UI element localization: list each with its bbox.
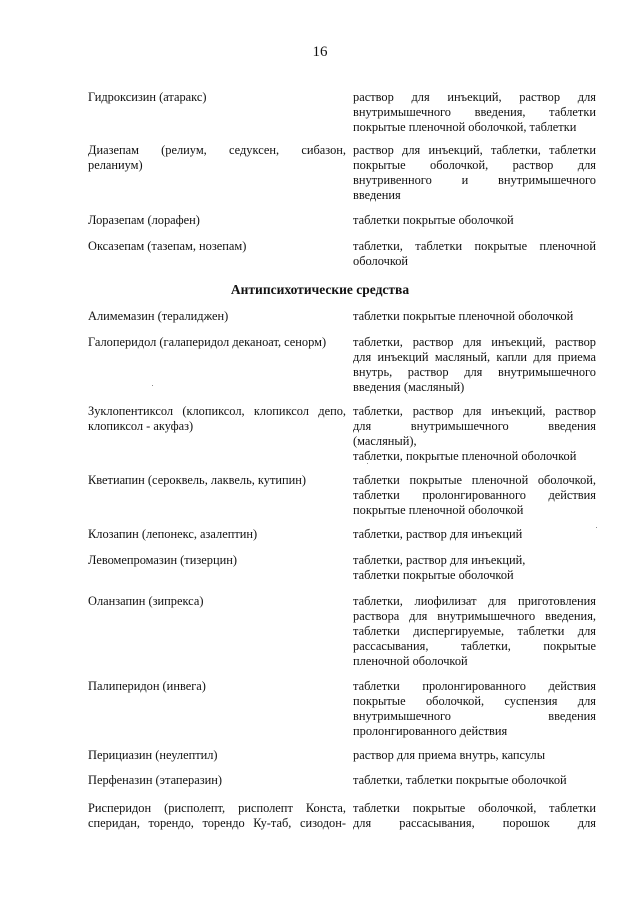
- dosage-form-line: раствор для приема внутрь, капсулы: [353, 748, 546, 762]
- dosage-form: [353, 773, 596, 788]
- dosage-form-line: таблетки, раствор для инъекций, раствор: [353, 404, 596, 418]
- drug-name: Рисперидон (рисполепт, рисполепт Конста, сперидан, торендо, торендо Ку-таб, сизодон-: [88, 801, 346, 830]
- dosage-form-line: таблетки покрытые пленочной оболочкой,: [353, 473, 596, 487]
- drug-name: Алимемазин (тералиджен): [88, 309, 229, 323]
- dosage-form-line: таблетки, раствор для инъекций: [353, 527, 523, 541]
- page-number: 16: [312, 44, 328, 60]
- drug-name: Лоразепам (лорафен): [88, 213, 200, 227]
- dosage-form: [353, 404, 596, 464]
- scan-speck: [367, 463, 368, 464]
- section-heading: Антипсихотические средства: [230, 282, 410, 297]
- dosage-form-line: покрытые пленочной оболочкой, таблетки: [353, 120, 577, 134]
- dosage-form-line: для рассасывания, порошок для: [353, 816, 596, 830]
- dosage-form-line: таблетки диспергируемые, таблетки для: [353, 624, 596, 638]
- dosage-form-line: пленочной оболочкой: [353, 654, 468, 668]
- drug-name: Левомепромазин (тизерцин): [88, 553, 237, 567]
- dosage-form: [353, 527, 596, 542]
- dosage-form-line: внутримышечного введения: [353, 709, 596, 723]
- dosage-form-line: введения (масляный): [353, 380, 465, 394]
- drug-name: Палиперидон (инвега): [88, 679, 206, 693]
- dosage-form-line: раствор для инъекций, таблетки, таблетки: [353, 143, 596, 157]
- drug-name: Кветиапин (сероквель, лаквель, кутипин): [88, 473, 307, 487]
- drug-name: Перициазин (неулептил): [88, 748, 218, 762]
- dosage-form-line: таблетки покрытые оболочкой, таблетки: [353, 801, 596, 815]
- dosage-form-line: покрытые пленочной оболочкой: [353, 503, 524, 517]
- dosage-form: [353, 90, 596, 135]
- drug-name: Зуклопентиксол (клопиксол, клопиксол депо, клопиксол - акуфаз): [88, 404, 346, 433]
- dosage-form-line: для инъекций масляный, капли для приема: [353, 350, 596, 364]
- dosage-form: [353, 309, 596, 324]
- scan-speck: [152, 385, 153, 386]
- dosage-form-line: внутрь, раствор для внутримышечного: [353, 365, 596, 379]
- dosage-form: [353, 473, 596, 518]
- dosage-form: [353, 801, 596, 831]
- dosage-form-line: внутривенного и внутримышечного: [353, 173, 596, 187]
- drug-name: Галоперидол (галаперидол деканоат, сенорм): [88, 335, 327, 349]
- dosage-form-line: таблетки, таблетки покрытые пленочной: [353, 239, 596, 253]
- dosage-form-line: таблетки, раствор для инъекций,: [353, 553, 526, 567]
- dosage-form: [353, 213, 596, 228]
- dosage-form-line: покрытые оболочкой, раствор для: [353, 158, 596, 172]
- scan-speck: [596, 527, 597, 528]
- dosage-form-line: таблетки покрытые оболочкой: [353, 568, 514, 582]
- dosage-form: [353, 335, 596, 395]
- dosage-form-line: таблетки пролонгированного действия: [353, 488, 596, 502]
- dosage-form-line: покрытые оболочкой, суспензия для: [353, 694, 596, 708]
- dosage-form-line: таблетки, покрытые пленочной оболочкой: [353, 449, 577, 463]
- drug-name: Оксазепам (тазепам, нозепам): [88, 239, 247, 253]
- dosage-form: [353, 748, 596, 763]
- dosage-form-line: (масляный),: [353, 434, 417, 448]
- dosage-form-line: таблетки покрытые оболочкой: [353, 213, 514, 227]
- drug-name: Гидроксизин (атаракс): [88, 90, 207, 104]
- dosage-form: [353, 679, 596, 739]
- dosage-form-line: оболочкой: [353, 254, 409, 268]
- drug-name: Клозапин (лепонекс, азалептин): [88, 527, 258, 541]
- dosage-form-line: рассасывания, таблетки, покрытые: [353, 639, 596, 653]
- dosage-form-line: таблетки, лиофилизат для приготовления: [353, 594, 596, 608]
- drug-name: Перфеназин (этаперазин): [88, 773, 223, 787]
- drug-name: Оланзапин (зипрекса): [88, 594, 204, 608]
- dosage-form-line: таблетки покрытые пленочной оболочкой: [353, 309, 574, 323]
- dosage-form-line: для внутримышечного введения: [353, 419, 596, 433]
- dosage-form: [353, 594, 596, 669]
- dosage-form: [353, 553, 596, 583]
- dosage-form-line: раствора для внутримышечного введения,: [353, 609, 596, 623]
- dosage-form: [353, 143, 596, 203]
- drug-name: Диазепам (релиум, седуксен, сибазон, реланиум): [88, 143, 346, 172]
- dosage-form-line: таблетки пролонгированного действия: [353, 679, 596, 693]
- dosage-form-line: внутримышечного введения, таблетки: [353, 105, 596, 119]
- dosage-form-line: таблетки, раствор для инъекций, раствор: [353, 335, 596, 349]
- dosage-form-line: введения: [353, 188, 401, 202]
- dosage-form-line: раствор для инъекций, раствор для: [353, 90, 596, 104]
- dosage-form: [353, 239, 596, 269]
- dosage-form-line: пролонгированного действия: [353, 724, 508, 738]
- dosage-form-line: таблетки, таблетки покрытые оболочкой: [353, 773, 567, 787]
